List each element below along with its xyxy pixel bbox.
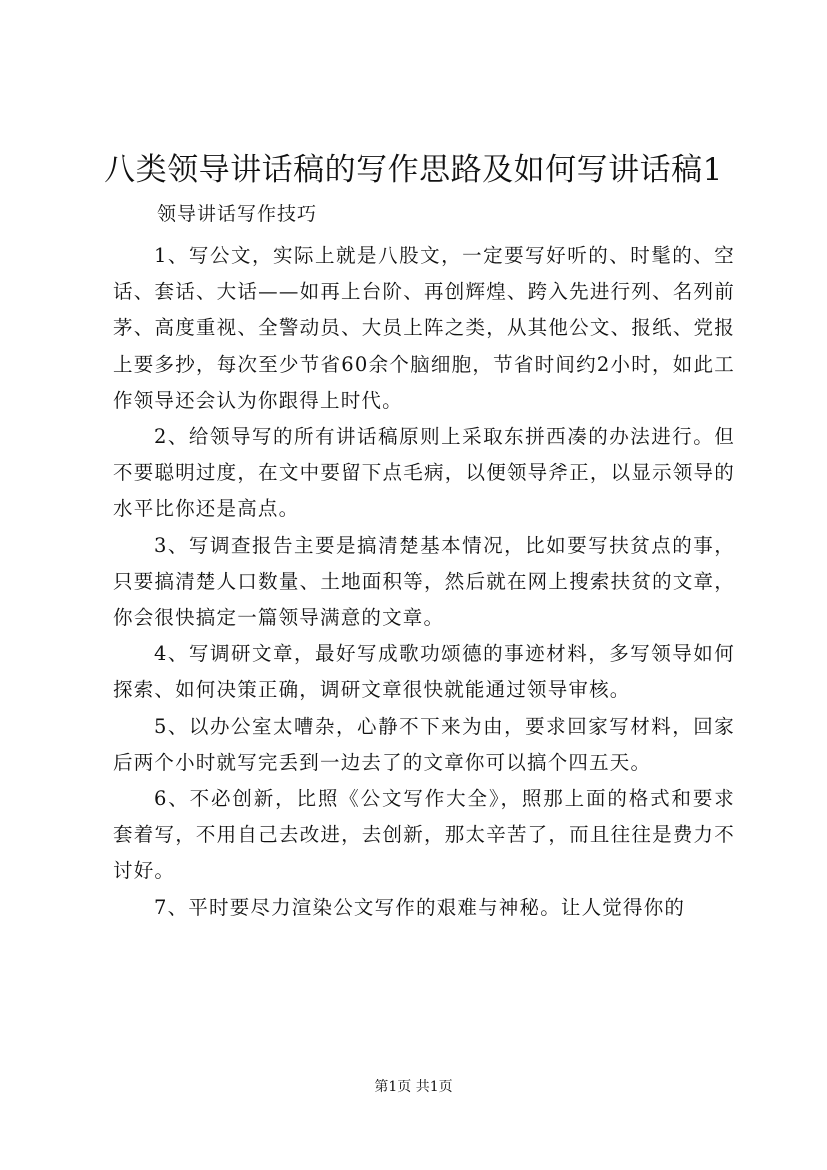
paragraph-7: 7、平时要尽力渲染公文写作的艰难与神秘。让人觉得你的 bbox=[154, 895, 686, 919]
paragraph-3: 3、写调查报告主要是搞清楚基本情况，比如要写扶贫点的事，只要搞清楚人口数量、土地面积等，然后就在网上搜索扶贫的文章，你会很快搞定一篇领导满意的文章。 bbox=[113, 533, 735, 630]
paragraph-5: 5、以办公室太嘈杂，心静不下来为由，要求回家写材料，回家后两个小时就写完丢到一边去了的文章你可以搞个四五天。 bbox=[113, 714, 735, 774]
paragraph-1: 1、写公文，实际上就是八股文，一定要写好听的、时髦的、空话、套话、大话——如再上台阶、再创辉煌、跨入先进行列、名列前茅、高度重视、全警动员、大员上阵之类，从其他公文、报纸、党报上要多抄，每次至少节省60余个脑细胞，节省时间约2小时，如此工作领导还会认为你跟得上时代。 bbox=[113, 244, 735, 412]
page-footer: 第1页 共1页 bbox=[374, 1079, 453, 1095]
document-title: 八类领导讲话稿的写作思路及如何写讲话稿1 bbox=[104, 152, 723, 188]
document-body bbox=[113, 238, 735, 926]
paragraph-2: 2、给领导写的所有讲话稿原则上采取东拼西凑的办法进行。但不要聪明过度，在文中要留下点毛病，以便领导斧正，以显示领导的水平比你还是高点。 bbox=[113, 425, 735, 521]
paragraph-4: 4、写调研文章，最好写成歌功颂德的事迹材料，多写领导如何探索、如何决策正确，调研文章很快就能通过领导审核。 bbox=[113, 642, 735, 702]
paragraph-6: 6、不必创新，比照《公文写作大全》，照那上面的格式和要求套着写，不用自己去改进，去创新，那太辛苦了，而且往往是费力不讨好。 bbox=[113, 787, 735, 883]
document-subtitle: 领导讲话写作技巧 bbox=[157, 203, 318, 225]
